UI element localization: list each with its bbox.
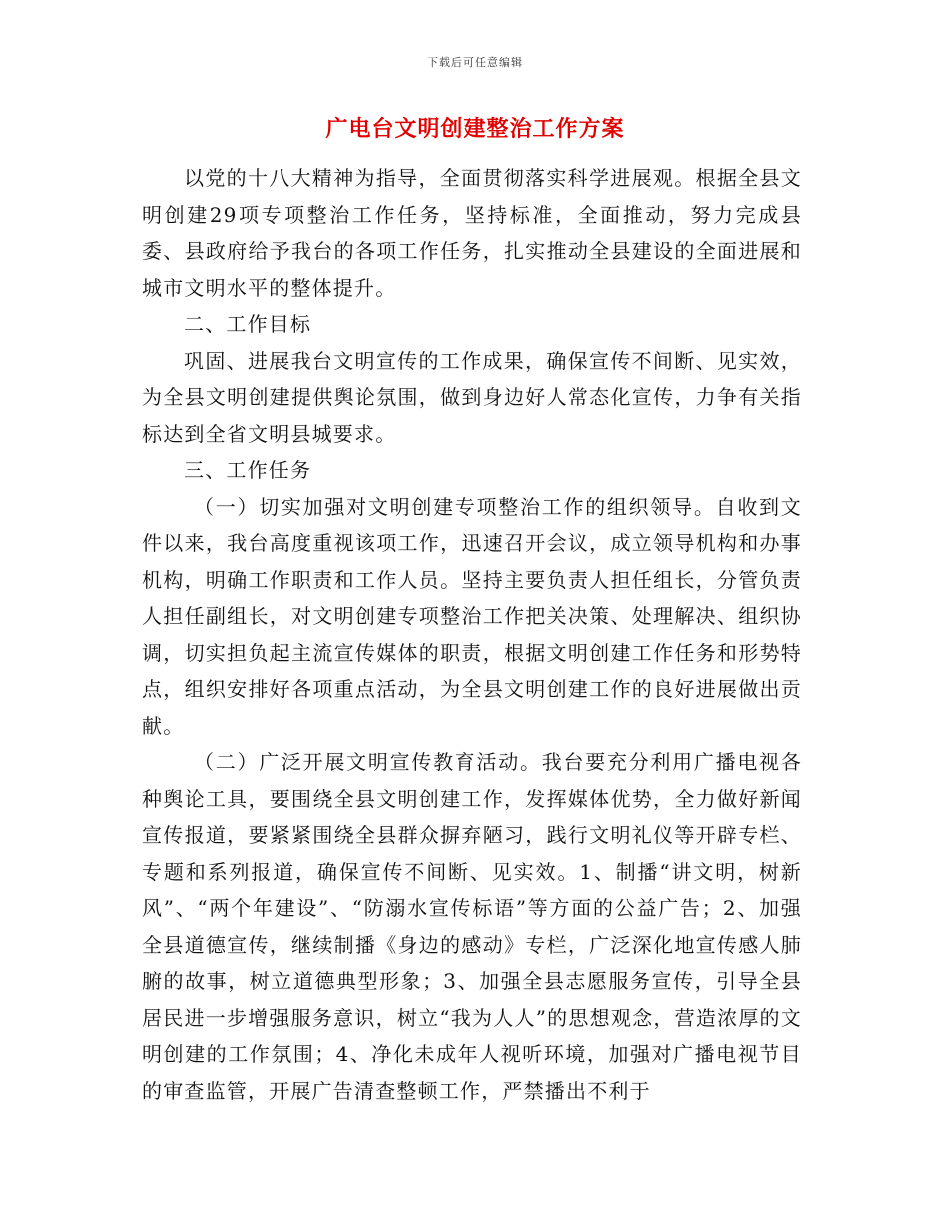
document-title: 广电台文明创建整治工作方案 <box>325 116 625 142</box>
section-heading-goals: 二、工作目标 <box>184 312 312 336</box>
paragraph-task-2: （二）广泛开展文明宣传教育活动。我台要充分利用广播电视各种舆论工具，要围绕全县文明创建工作，发挥媒体优势，全力做好新闻宣传报道，要紧紧围绕全县群众摒弃陋习，践行文明礼仪等开辟专栏、专题和系列报道，确保宣传不间断、见实效。1、制播“讲文明，树新风”、“两个年建设”、“防溺水宣传标语”等方面的公益广告；2、加强全县道德宣传，继续制播《身边的感动》专栏，广泛深化地宣传感人肺腑的故事，树立道德典型形象；3、加强全县志愿服务宣传，引导全县居民进一步增强服务意识，树立“我为人人”的思想观念，营造浓厚的文明创建的工作氛围；4、净化未成年人视听环境，加强对广播电视节目的审查监管，开展广告清查整顿工作，严禁播出不利于 <box>142 750 802 1103</box>
section-heading-tasks: 三、工作任务 <box>184 458 312 482</box>
paragraph-task-1: （一）切实加强对文明创建专项整治工作的组织领导。自收到文件以来，我台高度重视该项工作，迅速召开会议，成立领导机构和办事机构，明确工作职责和工作人员。坚持主要负责人担任组长，分管负责人担任副组长，对文明创建专项整治工作把关决策、处理解决、组织协调，切实担负起主流宣传媒体的职责，根据文明创建工作任务和形势特点，组织安排好各项重点活动，为全县文明创建工作的良好进展做出贡献。 <box>142 494 802 738</box>
document-body <box>142 160 802 1109</box>
paragraph-goals: 巩固、进展我台文明宣传的工作成果，确保宣传不间断、见实效，为全县文明创建提供舆论氛围，做到身边好人常态化宣传，力争有关指标达到全省文明县城要求。 <box>142 348 802 446</box>
paragraph-intro: 以党的十八大精神为指导，全面贯彻落实科学进展观。根据全县文明创建29项专项整治工作任务，坚持标准，全面推动，努力完成县委、县政府给予我台的各项工作任务，扎实推动全县建设的全面进展和城市文明水平的整体提升。 <box>142 166 802 300</box>
header-note: 下载后可任意编辑 <box>427 56 523 69</box>
